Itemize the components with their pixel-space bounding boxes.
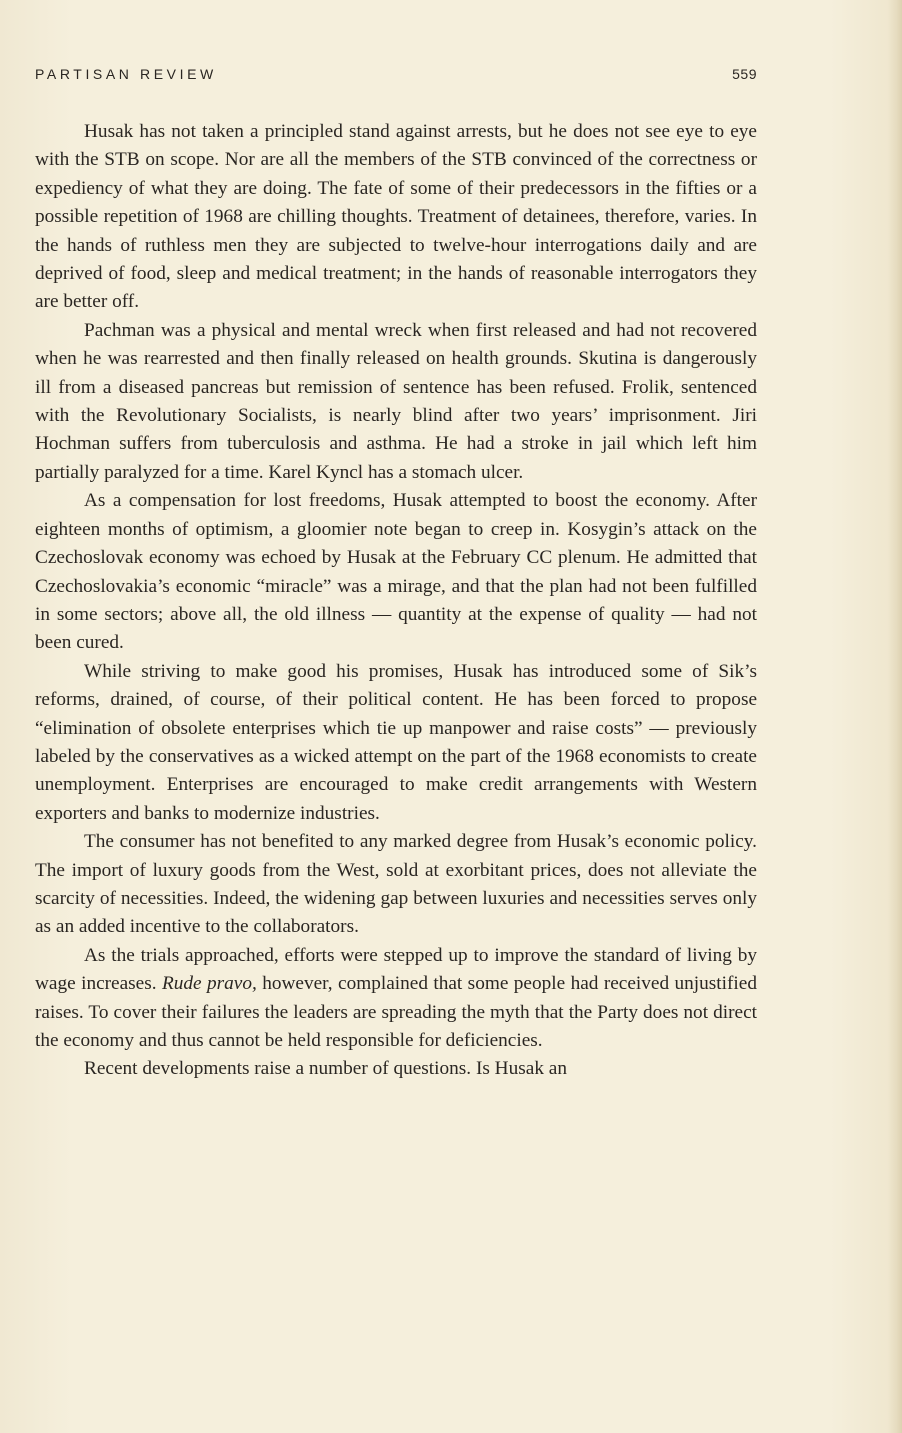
paragraph-6-text-start: As the trials approached, efforts were stepped up to improve the standard of living by wage increases. xyxy=(35,944,757,995)
paragraph-3: As a compensation for lost freedoms, Husak attempted to boost the economy. After eighteen months of optimism, a gloomier note began to creep in. Kosygin’s attack on the Czechoslovak economy was echoed by Husak at the February CC plenum. He admitted that Czechoslovakia’s economic “miracle” was a mirage, and that the plan had not been fulfilled in some sectors; above all, the old illness — quantity at the expense of quality — had not been cured. xyxy=(35,490,757,654)
running-header xyxy=(35,66,757,88)
paragraph-7: Recent developments raise a number of questions. Is Husak an xyxy=(84,1058,567,1080)
body-text xyxy=(35,118,757,1084)
newspaper-title: Rude pravo, xyxy=(161,973,257,995)
paragraph-2: Pachman was a physical and mental wreck when first released and had not recovered when he was rearrested and then finally released on health grounds. Skutina is dangerously ill from a diseased pancreas but remission of sentence has been refused. Frolik, sentenced with the Revolutionary Socialists, is nearly blind after two years’ imprisonment. Jiri Hochman suffers from tuberculosis and asthma. He had a stroke in jail which left him partially paralyzed for a time. Karel Kyncl has a stomach ulcer. xyxy=(35,319,757,483)
paragraph-5: The consumer has not benefited to any marked degree from Husak’s economic policy. The import of luxury goods from the West, sold at exorbitant prices, does not alleviate the scarcity of necessities. Indeed, the widening gap between luxuries and necessities serves only as an added incentive to the collaborators. xyxy=(35,831,757,938)
running-title: PARTISAN REVIEW xyxy=(35,66,217,82)
page-number: 559 xyxy=(732,66,757,82)
paragraph-6 xyxy=(35,942,757,1056)
page-edge-shadow xyxy=(888,0,902,1433)
paragraph-4: While striving to make good his promises, Husak has introduced some of Sik’s reforms, drained, of course, of their political content. He has been forced to propose “elimination of obsolete enterprises which tie up manpower and raise costs” — previously labeled by the conservatives as a wicked attempt on the part of the 1968 economists to create unemployment. Enterprises are encouraged to make credit arrangements with Western exporters and banks to modernize industries. xyxy=(35,660,757,824)
paragraph-1: Husak has not taken a principled stand against arrests, but he does not see eye to eye with the STB on scope. Nor are all the members of the STB convinced of the correctness or expediency of what they are doing. The fate of some of their predecessors in the fifties or a possible repetition of 1968 are chilling thoughts. Treatment of detainees, therefore, varies. In the hands of ruthless men they are subjected to twelve-hour interrogations daily and are deprived of food, sleep and medical treatment; in the hands of reasonable interrogators they are better off. xyxy=(35,121,757,313)
paragraph-6-text-end: however, complained that some people had received unjustified raises. To cover their failures the leaders are spreading the myth that the Party does not direct the economy and thus cannot be held responsible for deficiencies. xyxy=(35,973,757,1051)
